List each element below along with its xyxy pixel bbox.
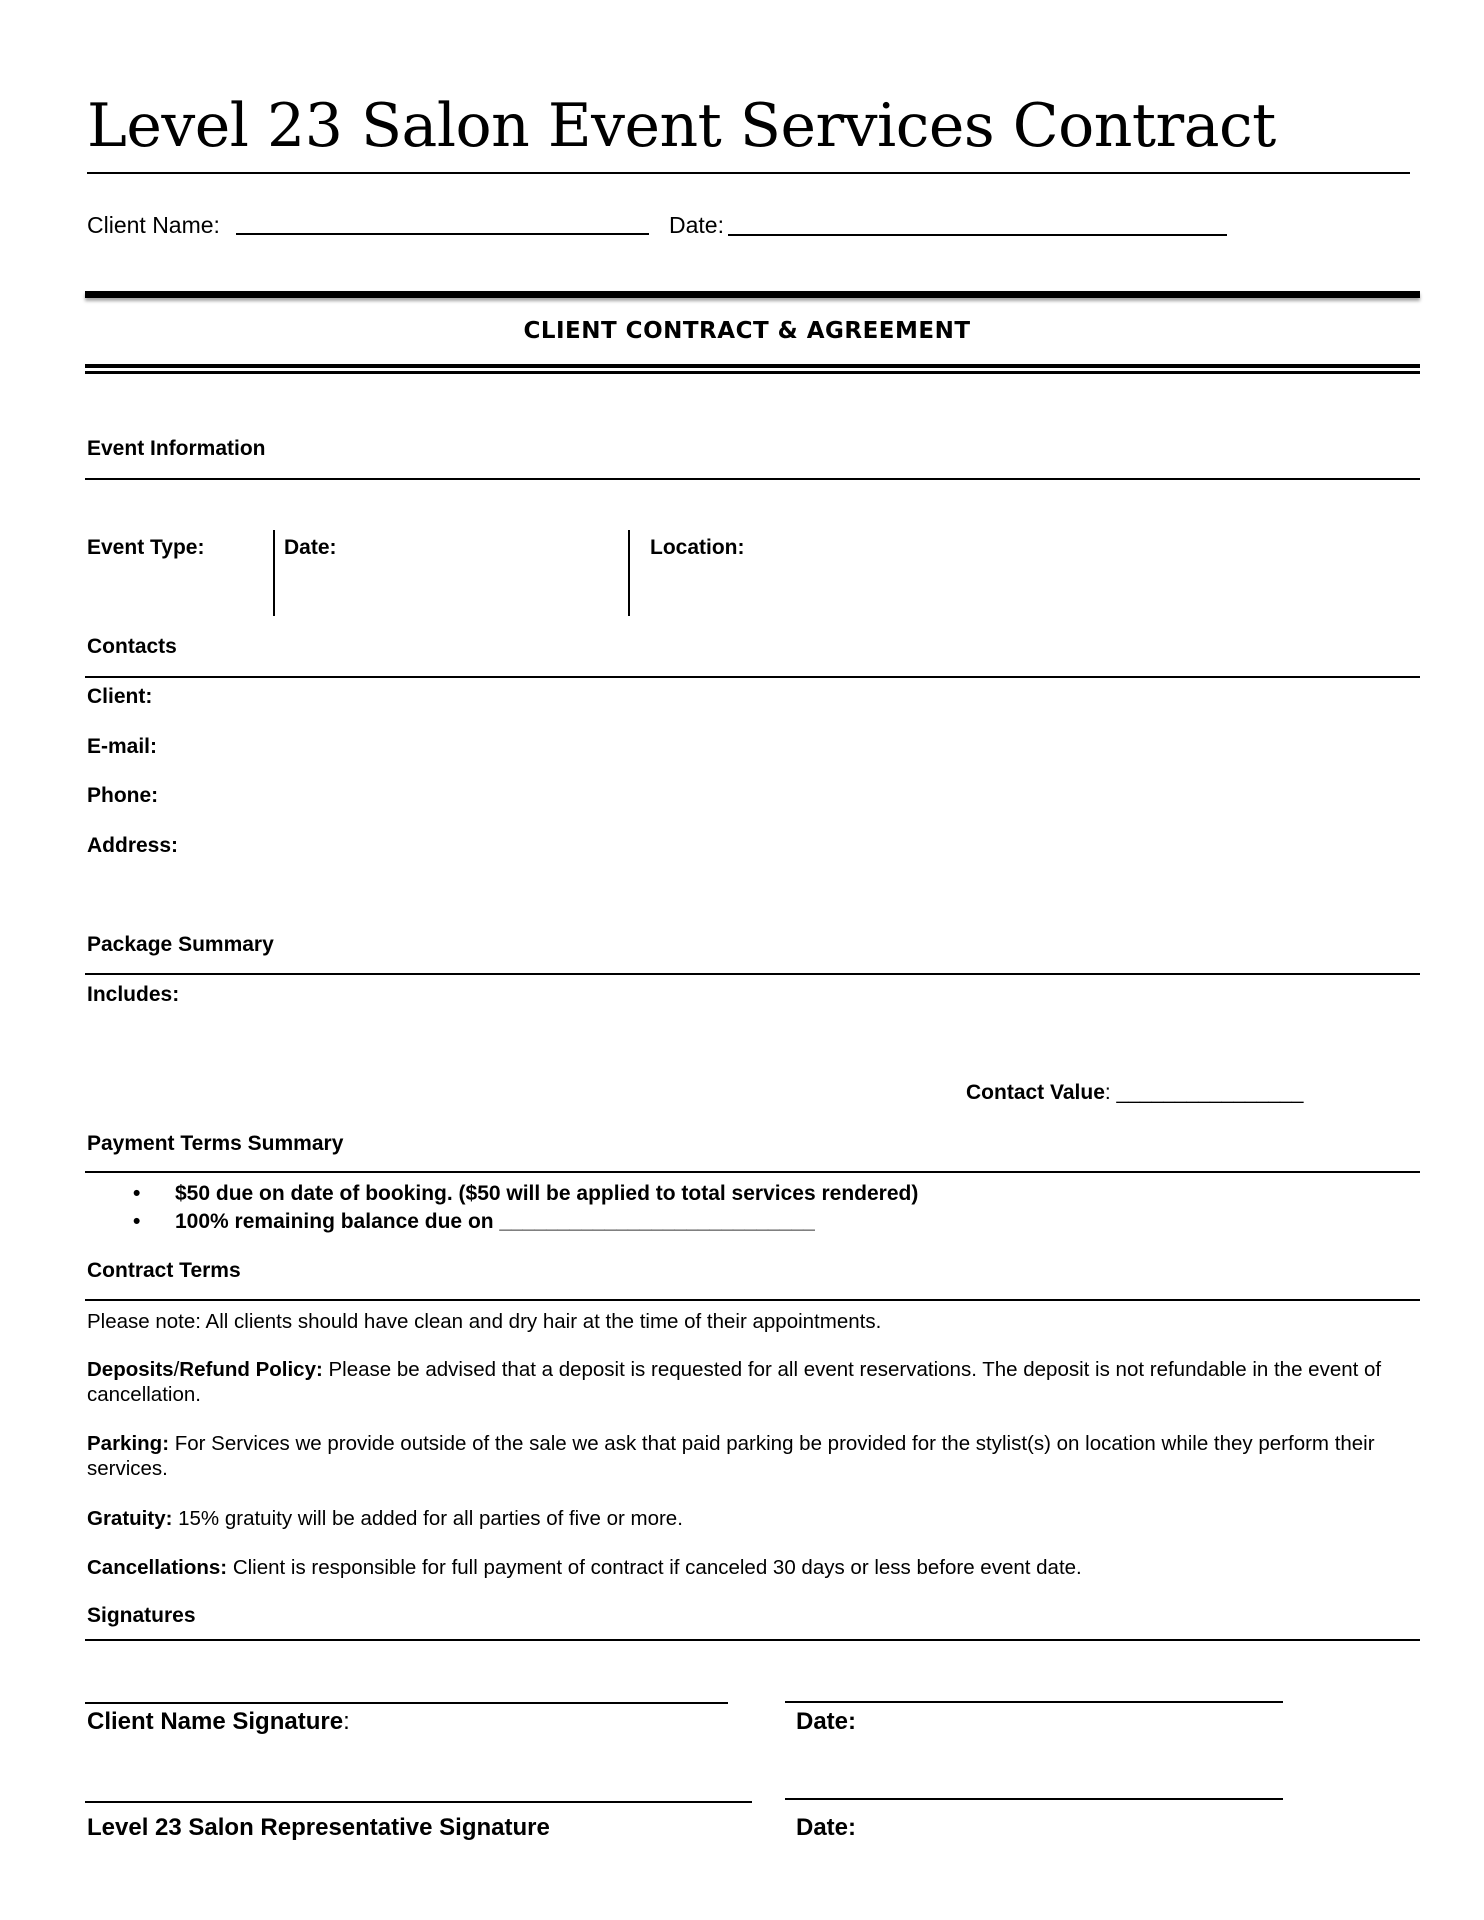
contacts-heading: Contacts <box>87 635 177 658</box>
banner-heading: CLIENT CONTRACT & AGREEMENT <box>523 318 971 344</box>
signatures-rule <box>85 1639 1420 1641</box>
rep-signature-line[interactable] <box>85 1801 752 1803</box>
rep-signature-label: Level 23 Salon Representative Signature <box>87 1814 550 1841</box>
signature-date-label-1: Date: <box>796 1708 857 1735</box>
package-summary-heading: Package Summary <box>87 933 274 956</box>
event-information-heading: Event Information <box>87 437 266 460</box>
payment-terms-heading: Payment Terms Summary <box>87 1132 344 1155</box>
deposits-label: Deposits <box>87 1358 174 1381</box>
bullet-icon: • <box>133 1182 141 1205</box>
package-summary-rule <box>85 973 1420 975</box>
banner-bottom-rule-1 <box>85 364 1420 368</box>
contact-value-label: Contact Value <box>966 1081 1105 1104</box>
contact-phone-label: Phone: <box>87 784 159 807</box>
client-name-field[interactable] <box>236 233 649 235</box>
payment-terms-rule <box>85 1171 1420 1173</box>
client-signature-label <box>87 1709 350 1735</box>
cancellations-label: Cancellations: <box>87 1556 228 1579</box>
refund-label: Refund Policy: <box>179 1358 323 1381</box>
gratuity-text: 15% gratuity will be added for all parties of five or more. <box>172 1507 683 1530</box>
signature-date-line-2[interactable] <box>785 1798 1283 1800</box>
contract-terms-heading: Contract Terms <box>87 1259 241 1282</box>
parking-label: Parking: <box>87 1432 170 1455</box>
cancellations-policy <box>87 1555 1417 1580</box>
payment-term-text: $50 due on date of booking. ($50 will be applied to total services rendered) <box>175 1182 919 1205</box>
client-signature-line[interactable] <box>85 1702 728 1704</box>
page-title: Level 23 Salon Event Services Contract <box>87 91 1276 161</box>
event-divider-2 <box>628 530 630 616</box>
banner-top-rule <box>85 291 1420 298</box>
event-information-rule <box>85 478 1420 480</box>
banner-bottom-rule-2 <box>85 371 1420 374</box>
event-divider-1 <box>273 530 275 616</box>
title-rule <box>87 172 1410 174</box>
parking-policy <box>87 1431 1417 1481</box>
header-date-field[interactable] <box>728 234 1227 236</box>
header-date-label: Date: <box>669 212 724 238</box>
client-signature-colon: : <box>343 1708 350 1735</box>
signatures-heading: Signatures <box>87 1604 196 1627</box>
list-item <box>87 1208 918 1236</box>
payment-term-text: 100% remaining balance due on ___________________________ <box>175 1210 815 1233</box>
deposits-text: Please be advised that a deposit is requested for all event reservations. The deposit is not refundable in the event of cancellation. <box>87 1358 1382 1406</box>
contact-email-label: E-mail: <box>87 735 158 758</box>
client-signature-text: Client Name Signature <box>87 1708 344 1735</box>
bullet-icon: • <box>133 1210 141 1233</box>
cancellations-text: Client is responsible for full payment of contract if canceled 30 days or less before event date. <box>227 1556 1082 1579</box>
event-location-label: Location: <box>650 536 745 559</box>
gratuity-label: Gratuity: <box>87 1507 173 1530</box>
includes-label: Includes: <box>87 983 180 1006</box>
contact-value-field[interactable]: : ________________ <box>1104 1081 1304 1104</box>
signature-date-label-2: Date: <box>796 1814 857 1841</box>
hair-note: Please note: All clients should have clean and dry hair at the time of their appointments. <box>87 1310 882 1333</box>
contract-terms-rule <box>85 1299 1420 1301</box>
gratuity-policy <box>87 1506 1417 1531</box>
list-item <box>87 1180 918 1208</box>
payment-terms-list <box>87 1180 918 1236</box>
parking-text: For Services we provide outside of the sale we ask that paid parking be provided for the stylist(s) on location while they perform their services. <box>87 1432 1375 1480</box>
deposits-slash: / <box>173 1358 180 1381</box>
deposits-policy <box>87 1357 1417 1407</box>
client-name-label: Client Name: <box>87 212 220 238</box>
contact-address-label: Address: <box>87 834 179 857</box>
contacts-rule <box>85 676 1420 678</box>
contact-client-label: Client: <box>87 685 153 708</box>
event-type-label: Event Type: <box>87 536 205 559</box>
contact-value <box>966 1080 1303 1106</box>
event-date-label: Date: <box>284 536 337 559</box>
signature-date-line-1[interactable] <box>785 1701 1283 1703</box>
